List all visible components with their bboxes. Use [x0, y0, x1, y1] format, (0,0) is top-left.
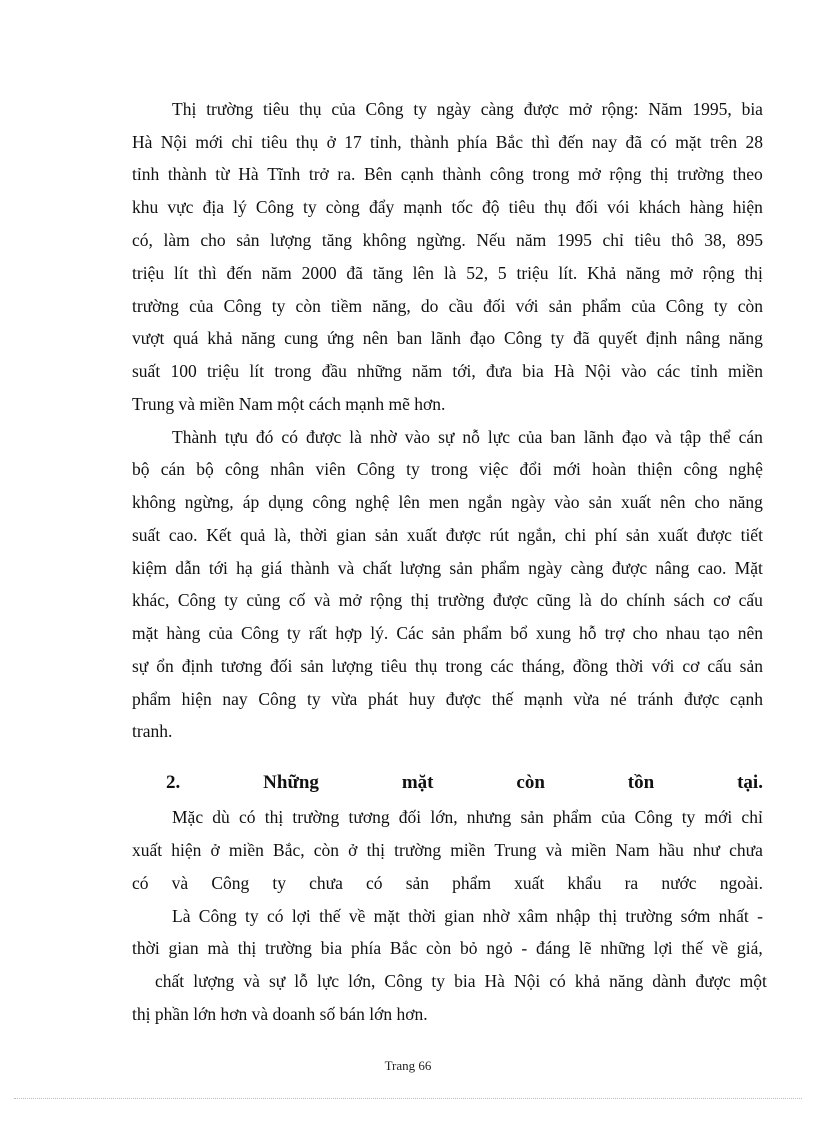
heading-word: Những — [263, 772, 319, 793]
heading-number: 2. — [166, 772, 181, 793]
text-line: Trung và miền Nam một cách mạnh mẽ hơn. — [132, 394, 446, 414]
text-line: Mặc dù có thị trường tương đối lớn, nhưng sản phẩm của Công ty mới chỉ — [172, 807, 763, 827]
text-line: thị phần lớn hơn và doanh số bán lớn hơn. — [132, 1004, 428, 1024]
text-line: bộ cán bộ công nhân viên Công ty trong việc đổi mới hoàn thiện công nghệ — [132, 459, 763, 479]
text-line: mặt hàng của Công ty rất hợp lý. Các sản phẩm bổ xung hỗ trợ cho nhau tạo nên — [132, 623, 763, 643]
heading-word: mặt — [401, 772, 434, 793]
text-line: Hà Nội mới chỉ tiêu thụ ở 17 tỉnh, thành phía Bắc thì đến nay đã có mặt trên 28 — [132, 132, 763, 152]
text-line: triệu lít thì đến năm 2000 đã tăng lên là 52, 5 triệu lít. Khả năng mở rộng thị — [132, 263, 763, 283]
heading-word: tại. — [737, 772, 763, 793]
text-line: thời gian mà thị trường bia phía Bắc còn bỏ ngỏ - đáng lẽ những lợi thế về giá, — [132, 938, 763, 958]
text-line: có, làm cho sản lượng tăng không ngừng. Nếu năm 1995 chỉ tiêu thô 38, 895 — [132, 230, 763, 250]
text-line: trường của Công ty còn tiềm năng, do cầu đối với sản phẩm của Công ty còn — [132, 296, 763, 316]
page-bottom-border — [14, 1098, 802, 1099]
text-line: tỉnh thành từ Hà Tĩnh trở ra. Bên cạnh thành công trong mở rộng thị trường theo — [132, 164, 763, 184]
text-line: Là Công ty có lợi thế về mặt thời gian nhờ xâm nhập thị trường sớm nhất - — [172, 906, 763, 926]
page-number: Trang 66 — [384, 1058, 432, 1073]
text-line: phẩm hiện nay Công ty vừa phát huy được thế mạnh vừa né tránh được cạnh — [132, 689, 763, 709]
text-line: Thị trường tiêu thụ của Công ty ngày càng được mở rộng: Năm 1995, bia — [172, 99, 763, 119]
heading-word: tồn — [627, 772, 655, 793]
text-line: Thành tựu đó có được là nhờ vào sự nỗ lực của ban lãnh đạo và tập thể cán — [172, 427, 763, 447]
text-line: chất lượng và sự lỗ lực lớn, Công ty bia Hà Nội có khả năng dành được một — [155, 971, 767, 991]
text-line: sự ổn định tương đối sản lượng tiêu thụ trong các tháng, đồng thời với cơ cấu sản — [132, 656, 763, 676]
text-line: suất 100 triệu lít trong đầu những năm tới, đưa bia Hà Nội vào các tỉnh miền — [132, 361, 763, 381]
text-line: có và Công ty chưa có sản phẩm xuất khẩu ra nước ngoài. — [132, 873, 763, 893]
section-heading — [166, 771, 763, 795]
text-line: tranh. — [132, 721, 173, 741]
text-line: không ngừng, áp dụng công nghệ lên men ngắn ngày vào sản xuất nên cho năng — [132, 492, 763, 512]
text-line: kiệm dẫn tới hạ giá thành và chất lượng sản phẩm ngày càng được nâng cao. Mặt — [132, 558, 763, 578]
text-line: vượt quá khả năng cung ứng nên ban lãnh đạo Công ty đã quyết định nâng năng — [132, 328, 763, 348]
text-line: khu vực địa lý Công ty còng đẩy mạnh tốc độ tiêu thụ đối vói khách hàng hiện — [132, 197, 763, 217]
text-line: suất cao. Kết quả là, thời gian sản xuất được rút ngắn, chi phí sản xuất được tiết — [132, 525, 763, 545]
text-line: khác, Công ty củng cố và mở rộng thị trường được cũng là do chính sách cơ cấu — [132, 590, 763, 610]
text-line: xuất hiện ở miền Bắc, còn ở thị trường miền Trung và miền Nam hầu như chưa — [132, 840, 763, 860]
heading-word: còn — [516, 772, 545, 793]
